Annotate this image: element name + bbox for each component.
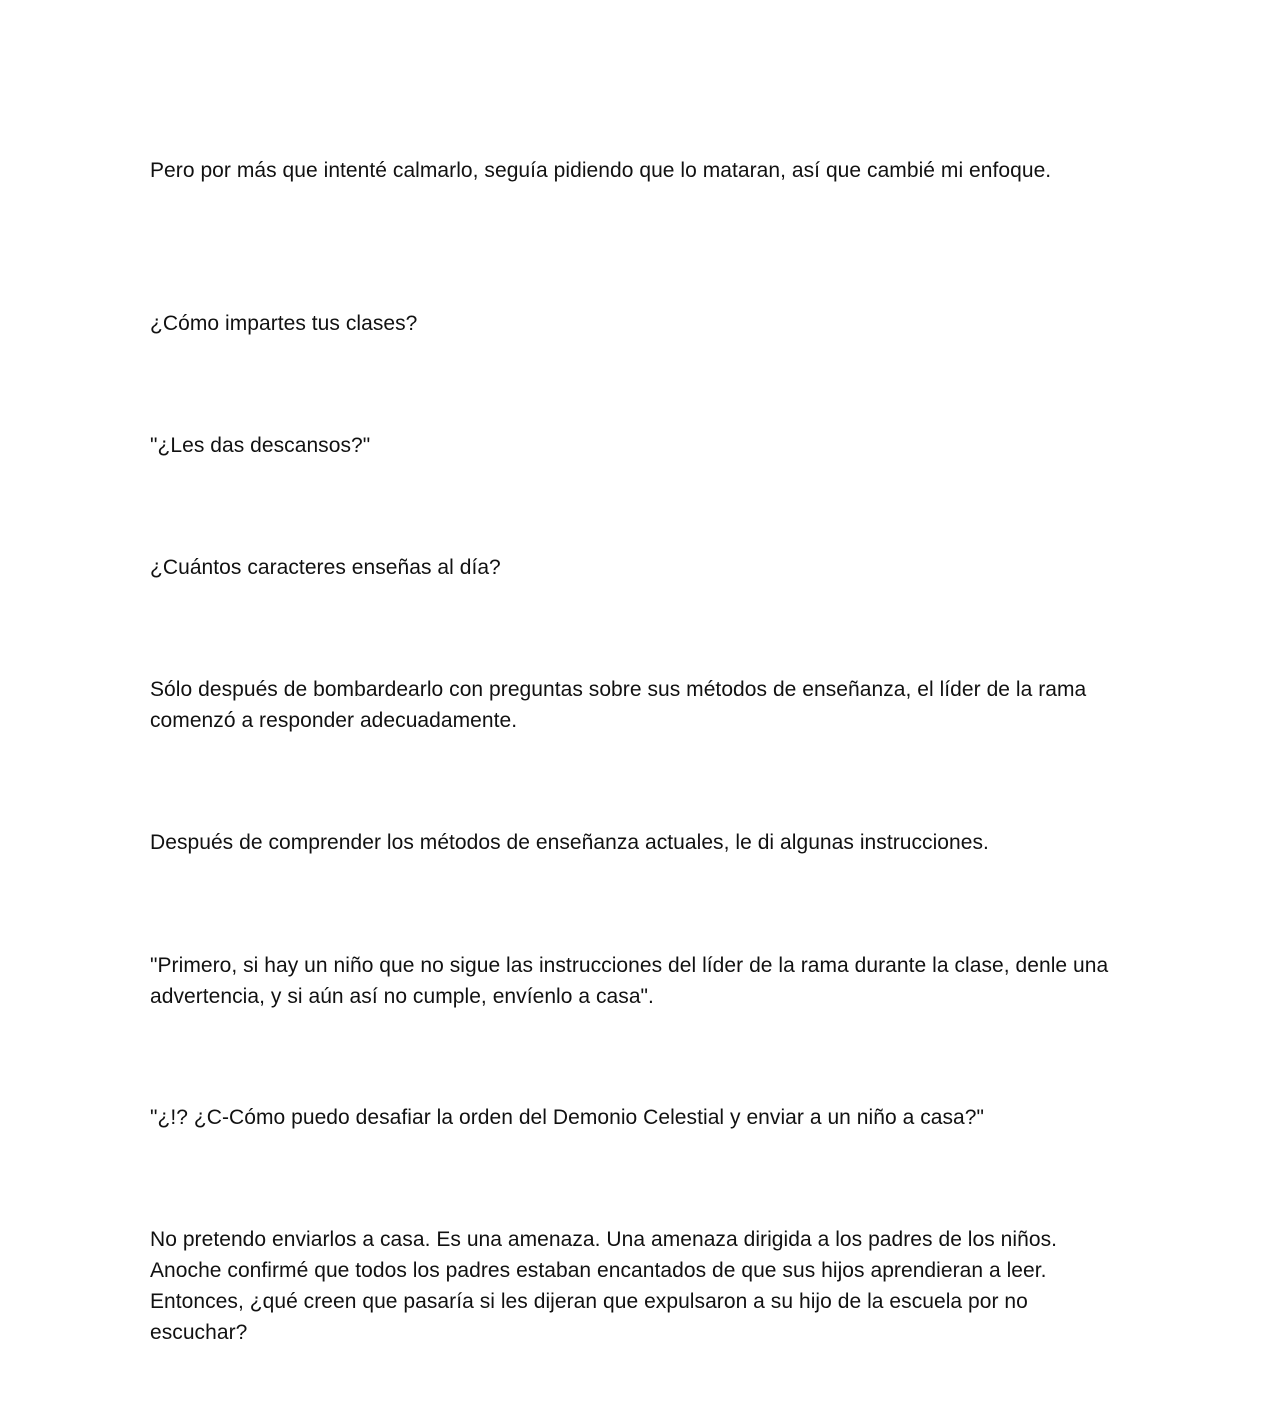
paragraph-2: ¿Cómo impartes tus clases? [150,312,418,335]
paragraph-9: No pretendo enviarlos a casa. Es una amenaza. Una amenaza dirigida a los padres de los niños. Anoche confirmé que todos los padres estaban encantados de que sus hijos aprendieran a leer. Entonces, ¿qué creen que pasaría si les dijeran que expulsaron a su hijo de la escuela por no escuchar? [150,1228,1058,1344]
paragraph-4: ¿Cuántos caracteres enseñas al día? [150,556,501,579]
paragraph-5: Sólo después de bombardearlo con preguntas sobre sus métodos de enseñanza, el líder de la rama comenzó a responder adecuadamente. [150,678,1087,732]
paragraph-3: "¿Les das descansos?" [150,434,371,457]
paragraph-8: "¿!? ¿C-Cómo puedo desafiar la orden del Demonio Celestial y enviar a un niño a casa?" [150,1106,984,1129]
paragraph-7: "Primero, si hay un niño que no sigue las instrucciones del líder de la rama durante la clase, denle una advertencia, y si aún así no cumple, envíenlo a casa". [150,954,1109,1008]
paragraph-6: Después de comprender los métodos de enseñanza actuales, le di algunas instrucciones. [150,831,989,854]
paragraph-1: Pero por más que intenté calmarlo, seguía pidiendo que lo mataran, así que cambié mi enfoque. [150,159,1052,182]
